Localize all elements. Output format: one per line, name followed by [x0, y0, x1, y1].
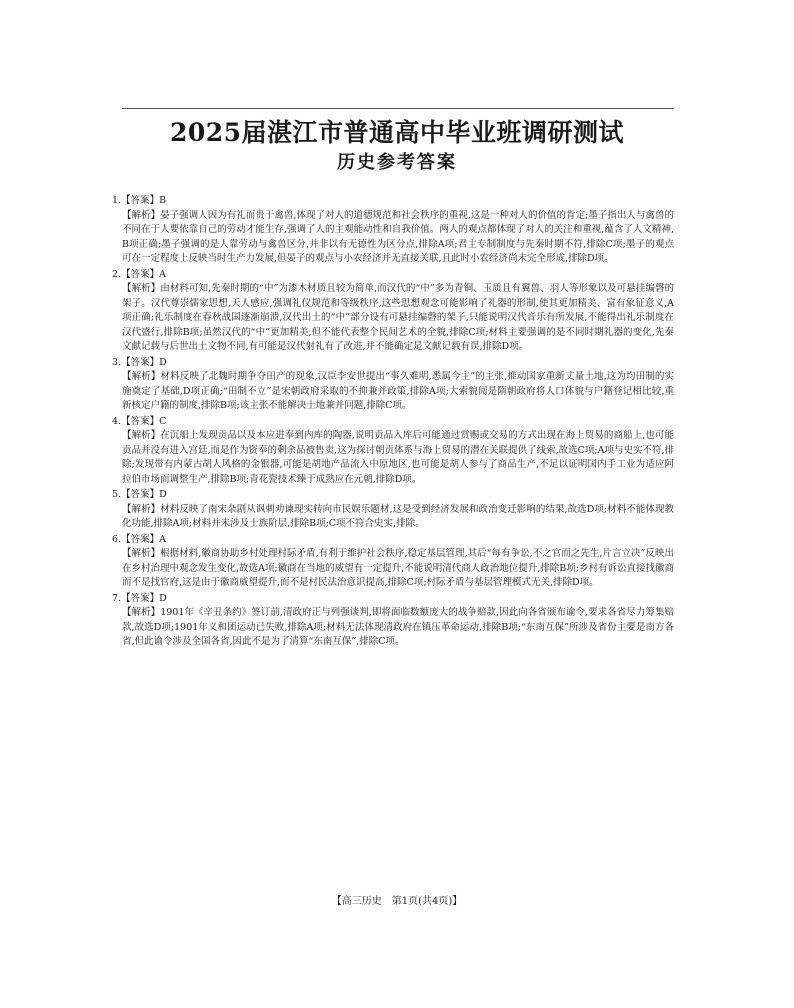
question-7 — [112, 592, 674, 650]
question-2 — [112, 268, 674, 355]
analysis-paragraph: 【解析】由材料可知,先秦时期的“中”为漆木材质且较为简单,而汉代的“中”多为青铜、玉质且有翼兽、羽人等形象以及可悬挂编磬的架子。汉代尊崇儒家思想,天人感应,强调礼仪规范和等级秩序,这些思想观念可能影响了礼器的形制,使其更加精美、富有象征意义,A项正确;礼乐制度在春秋战国逐渐崩溃,汉代出土的“中”部分设有可悬挂编磬的架子,只能说明汉代音乐有所发展,不能得出礼乐制度在汉代盛行,排除B项;虽然汉代的“中”更加精美,但不能代表整个民间艺术的全貌,排除C项;材料主要强调的是不同时期礼器的变化,先秦文献记载与后世出土文物不同,有可能是汉代射礼有了改进,并不能确定是文献记载有误,排除D项。 — [122, 283, 674, 352]
answer-line: 4.【答案】C — [112, 415, 167, 427]
analysis-paragraph: 【解析】在沉船上发现贡品以及本应进奉到内库的陶器,说明贡品入库后可能通过赏赐或交易的方式出现在海上贸易的商船上,也可能贡品并没有进入宫廷,而是作为资奉的剩余品被售卖,这为探讨朝贡体系与海上贸易的潜在关联提供了线索,故选C项;A项与史实不符,排除;发现带有内蒙古胡人风格的金银器,可能是胡地产品流入中原地区,也可能是胡人参与了商品生产,不足以证明国内手工业为适应阿拉伯市场而调整生产,排除B项;青花瓷技术臻于成熟应在元朝,排除D项。 — [122, 430, 674, 485]
question-1 — [112, 194, 674, 267]
analysis-paragraph: 【解析】材料反映了南宋杂剧从讽刺劝谏现实转向市民娱乐题材,这是受到经济发展和政治变迁影响的结果,故选D项;材料不能体现教化功能,排除A项;材料并未涉及士族阶层,排除B项;C项不符合史实,排除。 — [122, 503, 674, 529]
question-6 — [112, 533, 674, 591]
answer-line: 1.【答案】B — [112, 195, 167, 206]
question-3 — [112, 356, 674, 414]
question-4 — [112, 415, 674, 488]
question-5 — [112, 488, 674, 532]
page-title: 2025届湛江市普通高中毕业班调研测试 — [169, 118, 625, 147]
analysis-paragraph: 【解析】材料反映了北魏时期争夺田产的现象,汉臣李安世提出“事久难明,悉属今主”的主张,推动国家重新丈量土地,这为均田制的实施奠定了基础,D项正确;“田制不立”是宋朝政府采取的不抑兼并政策,排除A项;大索貌阅是隋朝政府将人口体貌与户籍登记相比较,重新核定户籍的制度,排除B项;该主张不能解决土地兼并问题,排除C项。 — [122, 371, 674, 411]
answer-line: 7.【答案】D — [112, 592, 167, 604]
analysis-paragraph: 【解析】晏子强调人因为有礼而贵于禽兽,体现了对人的道德规范和社会秩序的重视,这是一种对人的价值的肯定;墨子指出人与禽兽的不同在于人要依靠自己的劳动才能生存,强调了人的主观能动性和自我价值。两人的观点都体现了对人的关注和重视,蕴含了人文精神,B项正确;墨子强调的是人靠劳动与禽兽区分,并非以有无德性为区分点,排除A项;君主专制制度与先秦时期不符,排除C项;墨子的观点可在一定程度上反映当时生产力发展,但晏子的观点与小农经济并无直接关联,且此时小农经济尚未完全形成,排除D项。 — [122, 209, 674, 264]
page-footer: 【高三历史 第1页(共4页)】 — [331, 896, 463, 907]
answer-line: 2.【答案】A — [112, 268, 166, 280]
answer-list — [112, 194, 674, 651]
analysis-paragraph: 【解析】根据材料,徽商协助乡村处理村际矛盾,有利于维护社会秩序,稳定基层管理,其后“每有争讼,不之官而之先生,片言立决”反映出在乡村治理中观念发生变化,故选A项;徽商在当地的威望有一定提升,不能说明清代商人政治地位提升,排除B项;乡村有诉讼直接找徽商而不是找官府,这是由于徽商威望提升,而不是村民法治意识提高,排除C项;村际矛盾与基层管理模式无关,排除D项。 — [122, 548, 674, 588]
page-subtitle: 历史参考答案 — [337, 152, 457, 173]
top-divider — [122, 108, 674, 109]
answer-line: 6.【答案】A — [112, 533, 166, 545]
answer-line: 3.【答案】D — [112, 356, 167, 368]
answer-line: 5.【答案】D — [112, 489, 167, 500]
analysis-paragraph: 【解析】1901年《辛丑条约》签订前,清政府正与列强谈判,即将面临数额庞大的战争赔款,因此向各省颁布谕令,要求各省尽力筹集赔款,故选D项;1901年义和团运动已失败,排除A项;材料无法体现清政府在镇压革命运动,排除B项;“东南互保”所涉及省份主要是南方各省,但此谕令涉及全国各省,因此不是为了清算“东南互保”,排除C项。 — [122, 607, 674, 647]
